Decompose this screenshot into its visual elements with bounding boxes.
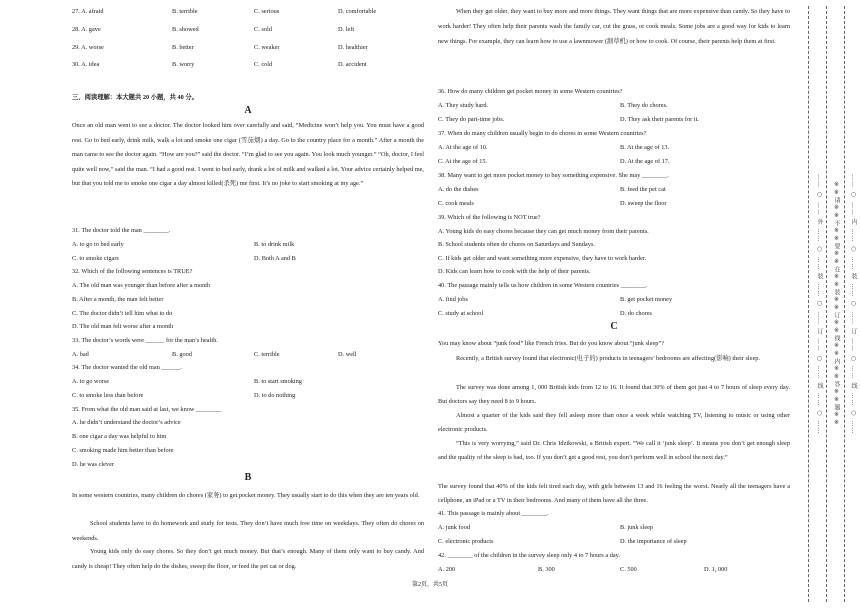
question-38: 38. Many want to get more pocket money to buy something expensive. She may ________. [438,172,669,179]
option: C. 500 [620,566,637,573]
option: C. cook meals [438,200,474,207]
option: B. better [172,44,194,51]
option: D. the importance of sleep [620,538,687,545]
option: C. If kids get older and want something more expensive, they have to work harder. [438,255,647,262]
passage-a: Once an old man went to see a doctor. The doctor looked him over carefully and said, “Medicine won’t help you. You must have a good rest. Go to bed early, drink milk, walk a lot and smoke one cigar (雪茄烟) a day. Go to the country place for a month.” After a month the man came to see the doctor again. “How are you?” said the doctor. “I’m glad to see you again. You look much younger.” “Oh, doctor, I feel quite well now,” said the man. “I had a good rest. I went to bed early, drank a lot of milk and walked a lot. Your advice certainly helped me, but that you told me to smoke one cigar a day almost killed(杀死) me first. It’s no joke to start smoking at my age.” [72,122,424,188]
section-heading-a: A [244,105,252,116]
binding-strip [800,0,860,608]
option: D. sweep the floor [620,200,667,207]
question-37: 37. When do many children usually begin to do chores in some Western countries? [438,130,647,137]
passage-c-p3: The survey was done among 1, 000 British kids from 12 to 16. It found that 30% of them got just 4 to 7 hours of sleep every day. But doctors say they need 8 to 9 hours. [438,384,790,406]
question-32: 32. Which of the following sentences is TRUE? [72,268,193,275]
option: B. terrible [172,8,198,15]
binding-warning: ※※请※※不※※要※※在※※装※※订※※线※※内※※答※※题※※ [833,181,840,427]
binding-text-inner: …… ○ …… 内 …… ○ …… 装 …… ○ …… 订 …… ○ …… 线 …… ○ …… [850,173,857,435]
option: A. bad [72,351,89,358]
option: D. do chores [620,310,653,317]
option: B. At the age of 13. [620,144,670,151]
passage-b-p2: School students have to do homework and study for tests. They don’t have much free time on weekdays. They often do chores on weekends. [72,520,424,542]
option: C. weaker [254,44,280,51]
question-42: 42. ________ of the children in the survey sleep only 4 to 7 hours a day. [438,552,620,559]
option: 27. A. afraid [72,8,104,15]
option: C. cold [254,61,273,68]
option: D. left [338,26,355,33]
option: A. find jobs [438,296,468,303]
option: B. 300 [538,566,555,573]
option: D. comfortable [338,8,377,15]
option: D. Both A and B [254,255,296,262]
option: D. 1, 000 [704,566,728,573]
option: D. The old man felt worse after a month [72,323,174,330]
option: C. electronic products [438,538,494,545]
option: B. feed the pet cat [620,186,666,193]
option: C. to smoke less than before [72,392,144,399]
option: D. to do nothing [254,392,296,399]
option: A. 200 [438,566,456,573]
option: 29. A. worse [72,44,104,51]
part-heading: 三、阅读理解：本大题共 20 小题，共 40 分。 [72,94,198,101]
option: C. smoking made him better than before [72,447,174,454]
option: D. well [338,351,357,358]
section-heading-c: C [610,321,618,332]
option: A. The old man was younger than before after a month [72,282,211,289]
question-33: 33. The doctor’s words were ______ for the man’s health. [72,337,218,344]
option: D. accident [338,61,367,68]
option: D. At the age of 17. [620,158,670,165]
option: A. They study hard. [438,102,489,109]
option: B. junk sleep [620,524,654,531]
option: C. sold [254,26,272,33]
option: A. do the dishes [438,186,479,193]
section-heading-b: B [244,472,252,483]
binding-text-outer: …… ○ …… 外 …… ○ …… 装 …… ○ …… 订 …… ○ …… 线 …… ○ …… [816,173,823,435]
option: C. They do part-time jobs. [438,116,505,123]
page-number: 第2页，共5页 [411,582,448,588]
passage-c-p4: Almost a quarter of the kids said they fell asleep more than once a week while watching TV, listening to music or using other electronic products. [438,412,790,434]
question-34: 34. The doctor wanted the old man ______. [72,364,182,371]
option: D. healthier [338,44,368,51]
option: B. good [172,351,192,358]
option: A. he didn’t understand the doctor’s advice [72,419,181,426]
option: A. Young kids do easy chores because they can get much money from their parents. [438,228,649,235]
option: 28. A. gave [72,26,101,33]
option: D. Kids can learn how to cook with the help of their parents. [438,268,591,275]
passage-c-p2: Recently, a British survey found that electronic(电子的) products in teenagers’ bedrooms are affecting(影响) their sleep. [456,355,760,362]
option: A. to go to bed early [72,241,124,248]
option: B. After a month, the man felt better [72,296,164,303]
question-31: 31. The doctor told the man ________. [72,227,171,234]
option: A. junk food [438,524,471,531]
passage-c-p5: “This is very worrying,” said Dr. Chris Idzikowski, a British expert. “We call it ‘junk sleep’. It means you don’t get enough sleep and the quality of the sleep is bad, too. If you don’t get a good rest, you don’t perform well in school the next day.” [438,440,790,462]
binding-line-middle [826,6,828,602]
option: B. showed [172,26,199,33]
option: A. to go worse [72,378,110,385]
question-35: 35. From what the old man said at last, we know ________ [72,406,222,413]
option: C. to smoke cigars [72,255,119,262]
option: C. terrible [254,351,280,358]
passage-b-p4: When they get older, they want to buy more and more things. They want things that are more expensive than candy. So they have to work harder! They often help their parents wash the family car, cut the grass, or cook meals. Some jobs are a good way for kids to learn new things. For example, they can learn how to use a lawnmower (割草机) or how to cook. Of course, their parents help them at first. [438,8,790,46]
option: 30. A. idea [72,61,100,68]
passage-b-p3: Young kids only do easy chores. So they don’t get much money. But that’s enough. Many of them only want to buy candy. And candy is cheap! They often help do the dishes, sweep the floor, or feed the pet cat or dog. [72,548,424,570]
question-39: 39. Which of the following is NOT true? [438,214,541,221]
passage-c-p1: You may know about “junk food” like French fries. But do you know about “junk sleep”? [438,340,665,347]
option: B. get pocket money [620,296,673,303]
passage-c-p6: The survey found that 40% of the kids felt tired each day, with girls between 13 and 16 feeling the worst. Nearly all the teenagers have a cellphone, an iPad or a TV in their bedrooms. And many of them have all the three. [438,483,790,505]
option: B. to drink milk [254,241,295,248]
option: B. School students often do chores on Saturdays and Sundays. [438,241,595,248]
question-41: 41. This passage is mainly about ________. [438,510,549,517]
option: A. At the age of 10. [438,144,488,151]
option: B. to start smoking [254,378,302,385]
option: D. he was clever [72,461,114,468]
option: B. They do chores. [620,102,668,109]
option: C. The doctor didn’t tell him what to do [72,310,173,317]
option: C. study at school [438,310,484,317]
passage-b-p1: In some western countries, many children do chores (家务) to get pocket money. They usually start to do this when they are ten years old. [72,492,420,499]
question-36: 36. How do many children get pocket money in some Western countries? [438,88,623,95]
question-40: 40. The passage mainly tells us how children in some Western countries ________. [438,282,648,289]
binding-line-outer [808,6,810,602]
option: B. one cigar a day was helpful to him [72,433,167,440]
option: B. worry [172,61,195,68]
option: C. At the age of 15. [438,158,488,165]
option: C. serious [254,8,280,15]
option: D. They ask their parents for it. [620,116,699,123]
